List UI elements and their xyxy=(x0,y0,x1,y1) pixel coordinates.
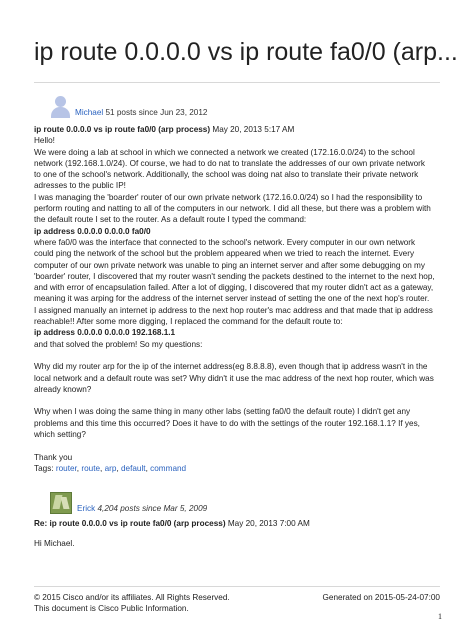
post1-line: where fa0/0 was the interface that connected to the school's network. Every computer in our own network xyxy=(34,237,416,247)
post1-line: and that solved the problem! So my questions: xyxy=(34,339,203,349)
post2-author-meta xyxy=(77,504,207,514)
post2-content xyxy=(34,518,444,550)
post1-line: Hello! xyxy=(34,136,55,146)
page-title: ip route 0.0.0.0 vs ip route fa0/0 (arp... xyxy=(34,38,458,66)
post2-author-link[interactable]: Erick xyxy=(77,504,96,513)
post1-line: could ping the network of the school but the problem appeared when we tried to reach the internet. Every xyxy=(34,249,415,259)
post1-line: adresses to the public IP! xyxy=(34,181,126,191)
footer-divider xyxy=(34,586,440,587)
post1-line: network (192.168.1.0/24). Of course, we had to do nat to translate the addresses of our own private network xyxy=(34,158,425,168)
post1-author-block xyxy=(50,96,207,118)
post1-date: May 20, 2013 5:17 AM xyxy=(212,125,295,134)
post1-line: We were doing a lab at school in which we connected a network we created (172.16.0.0/24) to the school xyxy=(34,147,415,157)
post1-line: 'boarder' router, I discovered that my router wasn't sending the packets destined to the internet to the next hop, xyxy=(34,271,435,281)
post1-line: meaning it was arping for the address of the internet server instead of setting the one of the next hop's router. xyxy=(34,294,430,304)
question-line: already known? xyxy=(34,384,92,394)
question-line: Why when I was doing the same thing in many other labs (setting fa0/0 the default route) I didn't get any xyxy=(34,407,411,417)
post1-line: the default route I set to the router. As a default route I typed the command: xyxy=(34,215,307,225)
tags-label: Tags: xyxy=(34,463,54,473)
question-line: which setting? xyxy=(34,430,86,440)
public-info-text: This document is Cisco Public Information. xyxy=(34,604,189,613)
page-number: 1 xyxy=(438,612,442,621)
post2-author-stats: 4,204 posts since Mar 5, 2009 xyxy=(97,504,208,513)
command-line: ip address 0.0.0.0 0.0.0.0 fa0/0 xyxy=(34,226,151,236)
post1-author-meta xyxy=(75,108,207,118)
title-divider xyxy=(34,82,440,83)
post2-header xyxy=(34,518,444,529)
tag-link[interactable]: route xyxy=(81,463,101,473)
tag-link[interactable]: default xyxy=(121,463,146,473)
question-line: local network and a default route was set? Why didn't it use the mac address of the next hop router, which was xyxy=(34,373,434,383)
post2-subject: Re: ip route 0.0.0.0 vs ip route fa0/0 (arp process) xyxy=(34,519,226,528)
post1-line: perform routing and natting to all of the computers in our network. I did all these, but there was a problem with xyxy=(34,204,431,214)
generated-date: Generated on 2015-05-24-07:00 xyxy=(322,593,440,602)
post1-author-stats: 51 posts since Jun 23, 2012 xyxy=(105,108,208,117)
post1-line: reachable!! After some more digging, I replaced the command for the default route to: xyxy=(34,317,343,327)
footer xyxy=(34,592,440,614)
question-line: problems and this time this occurred? Does it have to do with the settings of the router 192.168.1.1? If yes, xyxy=(34,418,420,428)
post1-content xyxy=(34,124,444,474)
avatar-icon[interactable] xyxy=(50,96,70,118)
post1-line: computer of our own private network was unable to ping an internet server and after some debugging on my xyxy=(34,260,425,270)
post1-line: to one of the school's network. Additionally, the school was doing nat also to translate their private network xyxy=(34,170,419,180)
post2-date: May 20, 2013 7:00 AM xyxy=(227,519,310,528)
copyright-text: © 2015 Cisco and/or its affiliates. All Rights Reserved. xyxy=(34,593,230,602)
post1-author-link[interactable]: Michael xyxy=(75,108,104,117)
tags-line: Tags: router, route, arp, default, command xyxy=(34,463,187,473)
tag-link[interactable]: router xyxy=(55,463,77,473)
avatar-icon[interactable] xyxy=(50,492,72,514)
tag-link[interactable]: command xyxy=(150,463,187,473)
post1-line: I was managing the 'boarder' router of our own private network (172.16.0.0/24) so I had the responsibility to xyxy=(34,192,423,202)
post2-author-block xyxy=(50,492,207,514)
tag-link[interactable]: arp xyxy=(104,463,117,473)
post1-subject: ip route 0.0.0.0 vs ip route fa0/0 (arp process) xyxy=(34,125,211,134)
post1-header xyxy=(34,124,444,135)
question-line: Why did my router arp for the ip of the internet address(eg 8.8.8.8), even though that ip address wasn't in the xyxy=(34,362,428,372)
post1-line: and with error of encapsulation failed. After a lot of digging, I discovered that my router didn't act as a gateway, xyxy=(34,283,434,293)
post1-line: I assigned manually an internet ip address to the next hop router's mac address and that made that ip address xyxy=(34,305,433,315)
command-line: ip address 0.0.0.0 0.0.0.0 192.168.1.1 xyxy=(34,328,176,338)
thanks-line: Thank you xyxy=(34,452,73,462)
post2-line: Hi Michael. xyxy=(34,539,75,549)
